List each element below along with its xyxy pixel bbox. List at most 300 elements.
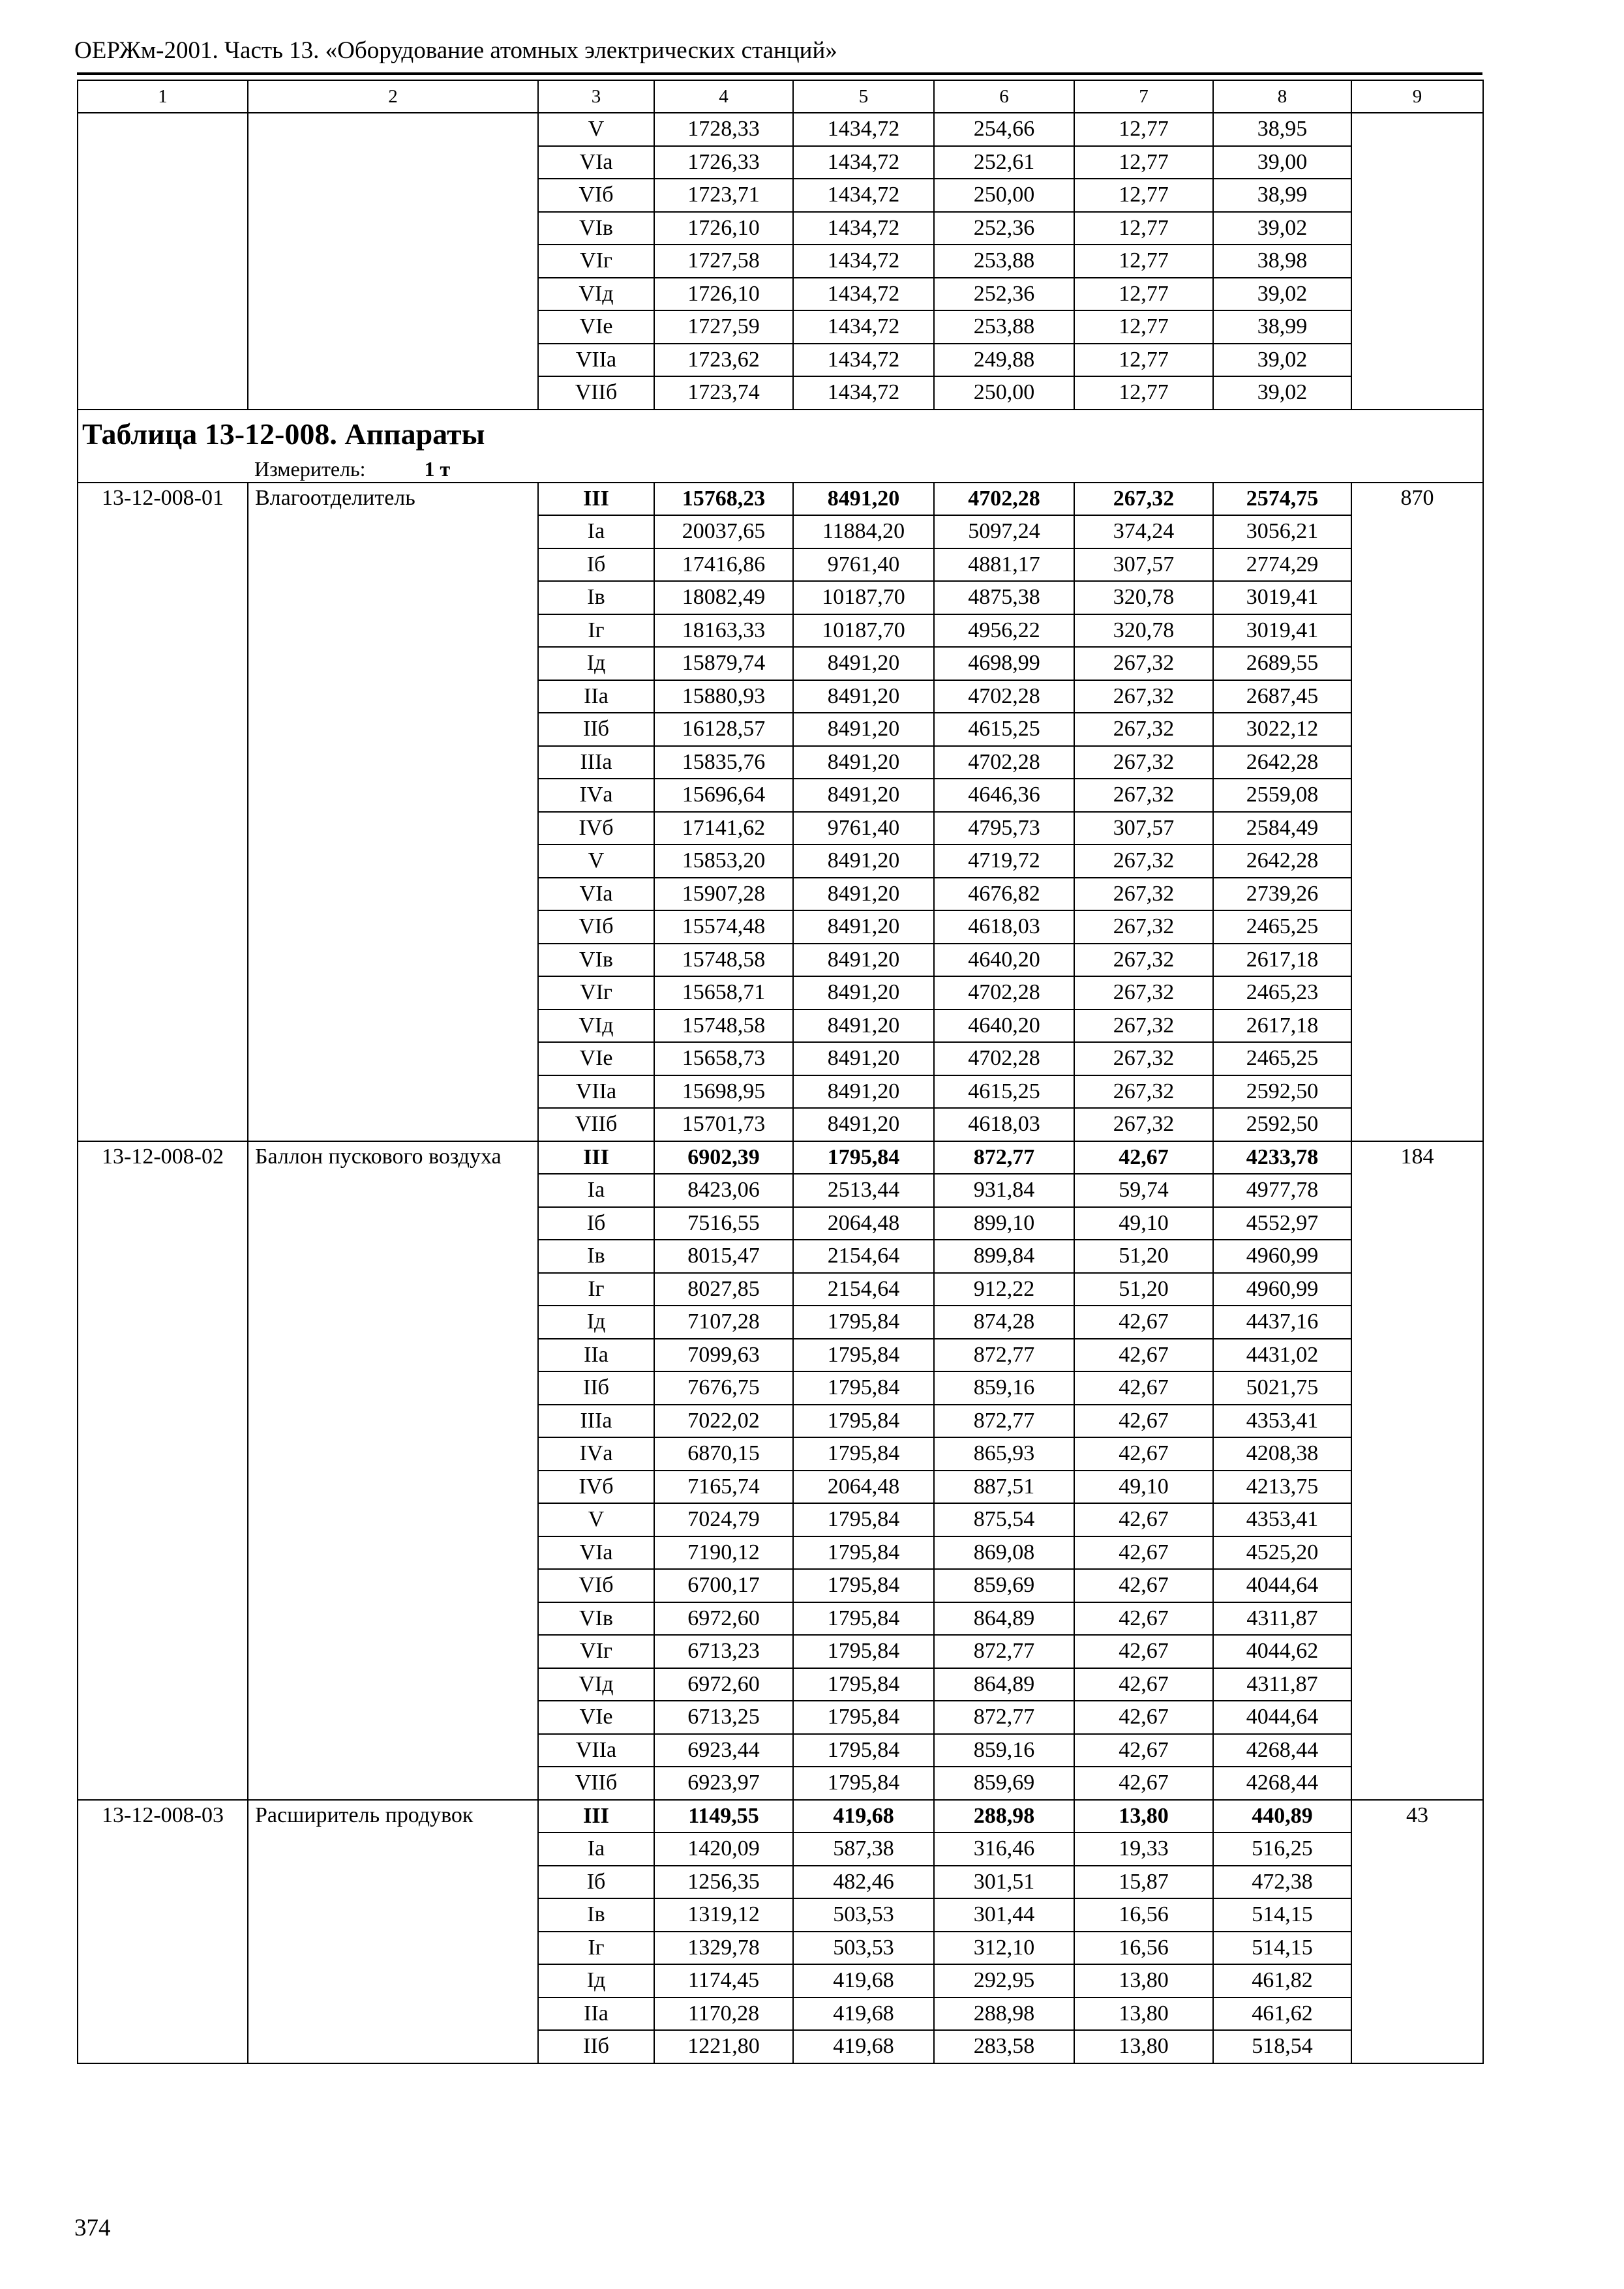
- value-cell: Iв: [538, 1240, 654, 1273]
- column-number-row: [78, 80, 1483, 113]
- value-cell: V: [538, 845, 654, 878]
- value-cell: 4044,62: [1213, 1635, 1351, 1668]
- value-cell: 4311,87: [1213, 1602, 1351, 1636]
- value-cell: VIе: [538, 310, 654, 344]
- value-cell: IVа: [538, 779, 654, 812]
- item-code: 13-12-008-03: [78, 1800, 248, 2063]
- value-cell: 307,57: [1074, 812, 1213, 845]
- value-cell: 514,15: [1213, 1932, 1351, 1965]
- value-cell: 267,32: [1074, 746, 1213, 779]
- value-cell: 1420,09: [654, 1833, 793, 1866]
- value-cell: 11884,20: [793, 515, 934, 548]
- value-cell: Iд: [538, 1306, 654, 1339]
- value-cell: VIа: [538, 146, 654, 179]
- value-cell: 18163,33: [654, 614, 793, 648]
- value-cell: 15768,23: [654, 483, 793, 516]
- value-cell: 4646,36: [934, 779, 1074, 812]
- value-cell: 2513,44: [793, 1174, 934, 1207]
- value-cell: 267,32: [1074, 680, 1213, 713]
- value-cell: 6713,25: [654, 1701, 793, 1734]
- value-cell: 374,24: [1074, 515, 1213, 548]
- value-cell: 15701,73: [654, 1108, 793, 1141]
- value-cell: IIа: [538, 1997, 654, 2031]
- value-cell: 39,02: [1213, 376, 1351, 410]
- value-cell: 587,38: [793, 1833, 934, 1866]
- value-cell: 4719,72: [934, 845, 1074, 878]
- value-cell: VIг: [538, 245, 654, 278]
- value-cell: 3022,12: [1213, 713, 1351, 746]
- value-cell: 1434,72: [793, 179, 934, 212]
- value-cell: 865,93: [934, 1437, 1074, 1471]
- column-number: 2: [248, 80, 538, 113]
- value-cell: 4956,22: [934, 614, 1074, 648]
- value-cell: III: [538, 483, 654, 516]
- value-cell: 8491,20: [793, 878, 934, 911]
- value-cell: Iб: [538, 548, 654, 582]
- value-cell: 3056,21: [1213, 515, 1351, 548]
- item-quantity: 43: [1351, 1800, 1483, 2063]
- item-name: Влагоотделитель: [248, 483, 538, 1141]
- value-cell: 2592,50: [1213, 1075, 1351, 1109]
- value-cell: Iа: [538, 1833, 654, 1866]
- value-cell: VIIб: [538, 1767, 654, 1800]
- value-cell: Iв: [538, 1898, 654, 1932]
- value-cell: 4233,78: [1213, 1141, 1351, 1174]
- value-cell: 2687,45: [1213, 680, 1351, 713]
- value-cell: VIг: [538, 976, 654, 1010]
- value-cell: Iв: [538, 581, 654, 614]
- value-cell: 912,22: [934, 1273, 1074, 1306]
- value-cell: Iд: [538, 1964, 654, 1997]
- value-cell: 8491,20: [793, 845, 934, 878]
- value-cell: 4702,28: [934, 1042, 1074, 1075]
- value-cell: 292,95: [934, 1964, 1074, 1997]
- value-cell: VIб: [538, 910, 654, 944]
- value-cell: 419,68: [793, 2030, 934, 2063]
- value-cell: 15748,58: [654, 944, 793, 977]
- value-cell: Iб: [538, 1866, 654, 1899]
- page-number: 374: [74, 2215, 111, 2241]
- value-cell: 1795,84: [793, 1141, 934, 1174]
- value-cell: 15658,73: [654, 1042, 793, 1075]
- value-cell: 872,77: [934, 1701, 1074, 1734]
- value-cell: 320,78: [1074, 581, 1213, 614]
- table-row: [78, 1141, 1483, 1174]
- value-cell: 13,80: [1074, 1800, 1213, 1833]
- value-cell: 3019,41: [1213, 614, 1351, 648]
- value-cell: IVб: [538, 1471, 654, 1504]
- value-cell: 38,99: [1213, 310, 1351, 344]
- value-cell: 1434,72: [793, 344, 934, 377]
- value-cell: 4702,28: [934, 976, 1074, 1010]
- value-cell: 267,32: [1074, 483, 1213, 516]
- value-cell: 10187,70: [793, 614, 934, 648]
- value-cell: 267,32: [1074, 1108, 1213, 1141]
- value-cell: 2154,64: [793, 1273, 934, 1306]
- value-cell: 4213,75: [1213, 1471, 1351, 1504]
- value-cell: 2592,50: [1213, 1108, 1351, 1141]
- value-cell: 252,61: [934, 146, 1074, 179]
- value-cell: 12,77: [1074, 245, 1213, 278]
- value-cell: 2064,48: [793, 1207, 934, 1240]
- value-cell: 8491,20: [793, 910, 934, 944]
- value-cell: 267,32: [1074, 1010, 1213, 1043]
- value-cell: 2465,23: [1213, 976, 1351, 1010]
- value-cell: 15880,93: [654, 680, 793, 713]
- value-cell: 6713,23: [654, 1635, 793, 1668]
- value-cell: 6972,60: [654, 1668, 793, 1701]
- value-cell: 42,67: [1074, 1339, 1213, 1372]
- value-cell: 39,02: [1213, 278, 1351, 311]
- value-cell: VIв: [538, 1602, 654, 1636]
- value-cell: 1727,58: [654, 245, 793, 278]
- value-cell: 254,66: [934, 113, 1074, 146]
- value-cell: 516,25: [1213, 1833, 1351, 1866]
- value-cell: 4311,87: [1213, 1668, 1351, 1701]
- item-code: 13-12-008-01: [78, 483, 248, 1141]
- value-cell: 2064,48: [793, 1471, 934, 1504]
- value-cell: 4795,73: [934, 812, 1074, 845]
- value-cell: Iг: [538, 614, 654, 648]
- value-cell: 42,67: [1074, 1602, 1213, 1636]
- value-cell: 864,89: [934, 1668, 1074, 1701]
- value-cell: VIIа: [538, 1734, 654, 1767]
- value-cell: 4268,44: [1213, 1767, 1351, 1800]
- value-cell: 4875,38: [934, 581, 1074, 614]
- value-cell: 4353,41: [1213, 1503, 1351, 1536]
- unit-row: [78, 458, 1483, 483]
- value-cell: 1723,71: [654, 179, 793, 212]
- value-cell: 1795,84: [793, 1767, 934, 1800]
- value-cell: 7165,74: [654, 1471, 793, 1504]
- value-cell: 518,54: [1213, 2030, 1351, 2063]
- value-cell: 1795,84: [793, 1536, 934, 1570]
- value-cell: 1728,33: [654, 113, 793, 146]
- value-cell: 8015,47: [654, 1240, 793, 1273]
- value-cell: 461,62: [1213, 1997, 1351, 2031]
- value-cell: 4702,28: [934, 483, 1074, 516]
- value-cell: 15658,71: [654, 976, 793, 1010]
- value-cell: 1434,72: [793, 245, 934, 278]
- value-cell: 316,46: [934, 1833, 1074, 1866]
- value-cell: 42,67: [1074, 1569, 1213, 1602]
- column-number: 9: [1351, 80, 1483, 113]
- value-cell: IIIа: [538, 1405, 654, 1438]
- value-cell: 872,77: [934, 1635, 1074, 1668]
- value-cell: 8491,20: [793, 680, 934, 713]
- value-cell: 8491,20: [793, 713, 934, 746]
- value-cell: 42,67: [1074, 1405, 1213, 1438]
- value-cell: VIд: [538, 1010, 654, 1043]
- table-title: Таблица 13-12-008. Аппараты: [78, 410, 1483, 458]
- value-cell: 39,02: [1213, 212, 1351, 245]
- unit-label: Измеритель:: [254, 457, 366, 481]
- table-row: [78, 113, 1483, 146]
- value-cell: 8491,20: [793, 1075, 934, 1109]
- value-cell: 5097,24: [934, 515, 1074, 548]
- value-cell: 1170,28: [654, 1997, 793, 2031]
- value-cell: 12,77: [1074, 278, 1213, 311]
- value-cell: 4615,25: [934, 1075, 1074, 1109]
- value-cell: 1723,62: [654, 344, 793, 377]
- value-cell: 12,77: [1074, 376, 1213, 410]
- value-cell: 1795,84: [793, 1668, 934, 1701]
- value-cell: 320,78: [1074, 614, 1213, 648]
- value-cell: 2689,55: [1213, 647, 1351, 680]
- value-cell: 4044,64: [1213, 1701, 1351, 1734]
- value-cell: 13,80: [1074, 2030, 1213, 2063]
- name-cell: [248, 113, 538, 410]
- value-cell: 1795,84: [793, 1734, 934, 1767]
- value-cell: 2739,26: [1213, 878, 1351, 911]
- value-cell: 6870,15: [654, 1437, 793, 1471]
- value-cell: 301,51: [934, 1866, 1074, 1899]
- value-cell: VIе: [538, 1701, 654, 1734]
- value-cell: 16128,57: [654, 713, 793, 746]
- value-cell: 15853,20: [654, 845, 793, 878]
- value-cell: 887,51: [934, 1471, 1074, 1504]
- value-cell: 503,53: [793, 1932, 934, 1965]
- value-cell: 8423,06: [654, 1174, 793, 1207]
- value-cell: VIд: [538, 278, 654, 311]
- value-cell: 4676,82: [934, 878, 1074, 911]
- value-cell: 15,87: [1074, 1866, 1213, 1899]
- value-cell: 2465,25: [1213, 910, 1351, 944]
- value-cell: 2154,64: [793, 1240, 934, 1273]
- item-name: Баллон пускового воздуха: [248, 1141, 538, 1800]
- value-cell: 6700,17: [654, 1569, 793, 1602]
- value-cell: Iд: [538, 647, 654, 680]
- value-cell: 419,68: [793, 1964, 934, 1997]
- value-cell: 267,32: [1074, 976, 1213, 1010]
- running-header: ОЕРЖм-2001. Часть 13. «Оборудование атомных электрических станций»: [74, 37, 837, 64]
- value-cell: 267,32: [1074, 779, 1213, 812]
- value-cell: 267,32: [1074, 647, 1213, 680]
- value-cell: 4431,02: [1213, 1339, 1351, 1372]
- value-cell: 4525,20: [1213, 1536, 1351, 1570]
- value-cell: 440,89: [1213, 1800, 1351, 1833]
- value-cell: 312,10: [934, 1932, 1074, 1965]
- value-cell: 1174,45: [654, 1964, 793, 1997]
- value-cell: 16,56: [1074, 1932, 1213, 1965]
- value-cell: 12,77: [1074, 310, 1213, 344]
- table-row: [78, 483, 1483, 516]
- value-cell: 461,82: [1213, 1964, 1351, 1997]
- value-cell: 49,10: [1074, 1471, 1213, 1504]
- value-cell: 869,08: [934, 1536, 1074, 1570]
- value-cell: 2642,28: [1213, 845, 1351, 878]
- value-cell: 4615,25: [934, 713, 1074, 746]
- value-cell: 1795,84: [793, 1569, 934, 1602]
- value-cell: 51,20: [1074, 1240, 1213, 1273]
- table-title-row: [78, 410, 1483, 458]
- value-cell: 4208,38: [1213, 1437, 1351, 1471]
- value-cell: VIIа: [538, 344, 654, 377]
- value-cell: 3019,41: [1213, 581, 1351, 614]
- value-cell: 9761,40: [793, 812, 934, 845]
- value-cell: 8491,20: [793, 779, 934, 812]
- value-cell: 4977,78: [1213, 1174, 1351, 1207]
- value-cell: 1434,72: [793, 376, 934, 410]
- value-cell: 1434,72: [793, 278, 934, 311]
- value-cell: Iа: [538, 1174, 654, 1207]
- value-cell: Iг: [538, 1932, 654, 1965]
- value-cell: 42,67: [1074, 1767, 1213, 1800]
- value-cell: 2617,18: [1213, 944, 1351, 977]
- value-cell: 12,77: [1074, 113, 1213, 146]
- value-cell: 12,77: [1074, 212, 1213, 245]
- value-cell: 419,68: [793, 1997, 934, 2031]
- value-cell: 42,67: [1074, 1503, 1213, 1536]
- value-cell: III: [538, 1141, 654, 1174]
- value-cell: VIа: [538, 1536, 654, 1570]
- value-cell: 2642,28: [1213, 746, 1351, 779]
- value-cell: 4640,20: [934, 1010, 1074, 1043]
- column-number: 4: [654, 80, 793, 113]
- value-cell: 15698,95: [654, 1075, 793, 1109]
- value-cell: 875,54: [934, 1503, 1074, 1536]
- value-cell: 8491,20: [793, 746, 934, 779]
- value-cell: 17416,86: [654, 548, 793, 582]
- value-cell: 8491,20: [793, 483, 934, 516]
- value-cell: VIв: [538, 212, 654, 245]
- header-rule: [77, 72, 1482, 75]
- value-cell: IVб: [538, 812, 654, 845]
- value-cell: 859,69: [934, 1569, 1074, 1602]
- value-cell: 267,32: [1074, 713, 1213, 746]
- value-cell: 859,16: [934, 1734, 1074, 1767]
- value-cell: 2774,29: [1213, 548, 1351, 582]
- value-cell: 1795,84: [793, 1437, 934, 1471]
- value-cell: 7107,28: [654, 1306, 793, 1339]
- value-cell: Iб: [538, 1207, 654, 1240]
- value-cell: 4960,99: [1213, 1240, 1351, 1273]
- price-table: [77, 80, 1484, 2064]
- item-code: 13-12-008-02: [78, 1141, 248, 1800]
- value-cell: 38,98: [1213, 245, 1351, 278]
- value-cell: 2617,18: [1213, 1010, 1351, 1043]
- value-cell: 267,32: [1074, 910, 1213, 944]
- value-cell: 874,28: [934, 1306, 1074, 1339]
- value-cell: 472,38: [1213, 1866, 1351, 1899]
- value-cell: V: [538, 1503, 654, 1536]
- value-cell: 59,74: [1074, 1174, 1213, 1207]
- value-cell: 872,77: [934, 1339, 1074, 1372]
- value-cell: 15907,28: [654, 878, 793, 911]
- value-cell: 51,20: [1074, 1273, 1213, 1306]
- value-cell: VIб: [538, 179, 654, 212]
- value-cell: 42,67: [1074, 1141, 1213, 1174]
- value-cell: IIа: [538, 1339, 654, 1372]
- value-cell: VIб: [538, 1569, 654, 1602]
- value-cell: 17141,62: [654, 812, 793, 845]
- value-cell: 20037,65: [654, 515, 793, 548]
- value-cell: VIIа: [538, 1075, 654, 1109]
- value-cell: IVа: [538, 1437, 654, 1471]
- value-cell: VIIб: [538, 1108, 654, 1141]
- qty-cell: [1351, 113, 1483, 410]
- column-number: 6: [934, 80, 1074, 113]
- value-cell: 872,77: [934, 1141, 1074, 1174]
- value-cell: 19,33: [1074, 1833, 1213, 1866]
- value-cell: 864,89: [934, 1602, 1074, 1636]
- value-cell: 1329,78: [654, 1932, 793, 1965]
- value-cell: 1149,55: [654, 1800, 793, 1833]
- column-number: 1: [78, 80, 248, 113]
- value-cell: IIб: [538, 1371, 654, 1405]
- value-cell: VIе: [538, 1042, 654, 1075]
- value-cell: 4698,99: [934, 647, 1074, 680]
- value-cell: 4044,64: [1213, 1569, 1351, 1602]
- value-cell: 4702,28: [934, 680, 1074, 713]
- value-cell: 16,56: [1074, 1898, 1213, 1932]
- value-cell: 7190,12: [654, 1536, 793, 1570]
- value-cell: 1319,12: [654, 1898, 793, 1932]
- value-cell: 899,84: [934, 1240, 1074, 1273]
- value-cell: 7676,75: [654, 1371, 793, 1405]
- value-cell: 249,88: [934, 344, 1074, 377]
- value-cell: 15879,74: [654, 647, 793, 680]
- value-cell: 307,57: [1074, 548, 1213, 582]
- value-cell: 267,32: [1074, 1042, 1213, 1075]
- value-cell: 4881,17: [934, 548, 1074, 582]
- value-cell: 8027,85: [654, 1273, 793, 1306]
- value-cell: Iа: [538, 515, 654, 548]
- value-cell: 38,99: [1213, 179, 1351, 212]
- value-cell: 12,77: [1074, 179, 1213, 212]
- value-cell: 859,16: [934, 1371, 1074, 1405]
- value-cell: 514,15: [1213, 1898, 1351, 1932]
- value-cell: 1795,84: [793, 1503, 934, 1536]
- value-cell: 1795,84: [793, 1371, 934, 1405]
- value-cell: 42,67: [1074, 1701, 1213, 1734]
- value-cell: 1795,84: [793, 1339, 934, 1372]
- value-cell: VIд: [538, 1668, 654, 1701]
- value-cell: 283,58: [934, 2030, 1074, 2063]
- value-cell: 288,98: [934, 1800, 1074, 1833]
- value-cell: 4437,16: [1213, 1306, 1351, 1339]
- value-cell: 38,95: [1213, 113, 1351, 146]
- value-cell: 8491,20: [793, 1108, 934, 1141]
- value-cell: 6902,39: [654, 1141, 793, 1174]
- item-quantity: 870: [1351, 483, 1483, 1141]
- value-cell: 267,32: [1074, 878, 1213, 911]
- value-cell: 7516,55: [654, 1207, 793, 1240]
- value-cell: 6923,97: [654, 1767, 793, 1800]
- value-cell: IIа: [538, 680, 654, 713]
- value-cell: 9761,40: [793, 548, 934, 582]
- value-cell: 7022,02: [654, 1405, 793, 1438]
- value-cell: 419,68: [793, 1800, 934, 1833]
- value-cell: 4960,99: [1213, 1273, 1351, 1306]
- value-cell: 1434,72: [793, 146, 934, 179]
- value-cell: IIб: [538, 713, 654, 746]
- value-cell: 12,77: [1074, 146, 1213, 179]
- value-cell: 931,84: [934, 1174, 1074, 1207]
- value-cell: 1795,84: [793, 1701, 934, 1734]
- code-cell: [78, 113, 248, 410]
- value-cell: 2574,75: [1213, 483, 1351, 516]
- value-cell: 39,00: [1213, 146, 1351, 179]
- value-cell: 12,77: [1074, 344, 1213, 377]
- value-cell: 1434,72: [793, 310, 934, 344]
- value-cell: 15696,64: [654, 779, 793, 812]
- value-cell: 1726,10: [654, 278, 793, 311]
- value-cell: 2559,08: [1213, 779, 1351, 812]
- value-cell: 253,88: [934, 245, 1074, 278]
- value-cell: 42,67: [1074, 1437, 1213, 1471]
- value-cell: 1795,84: [793, 1306, 934, 1339]
